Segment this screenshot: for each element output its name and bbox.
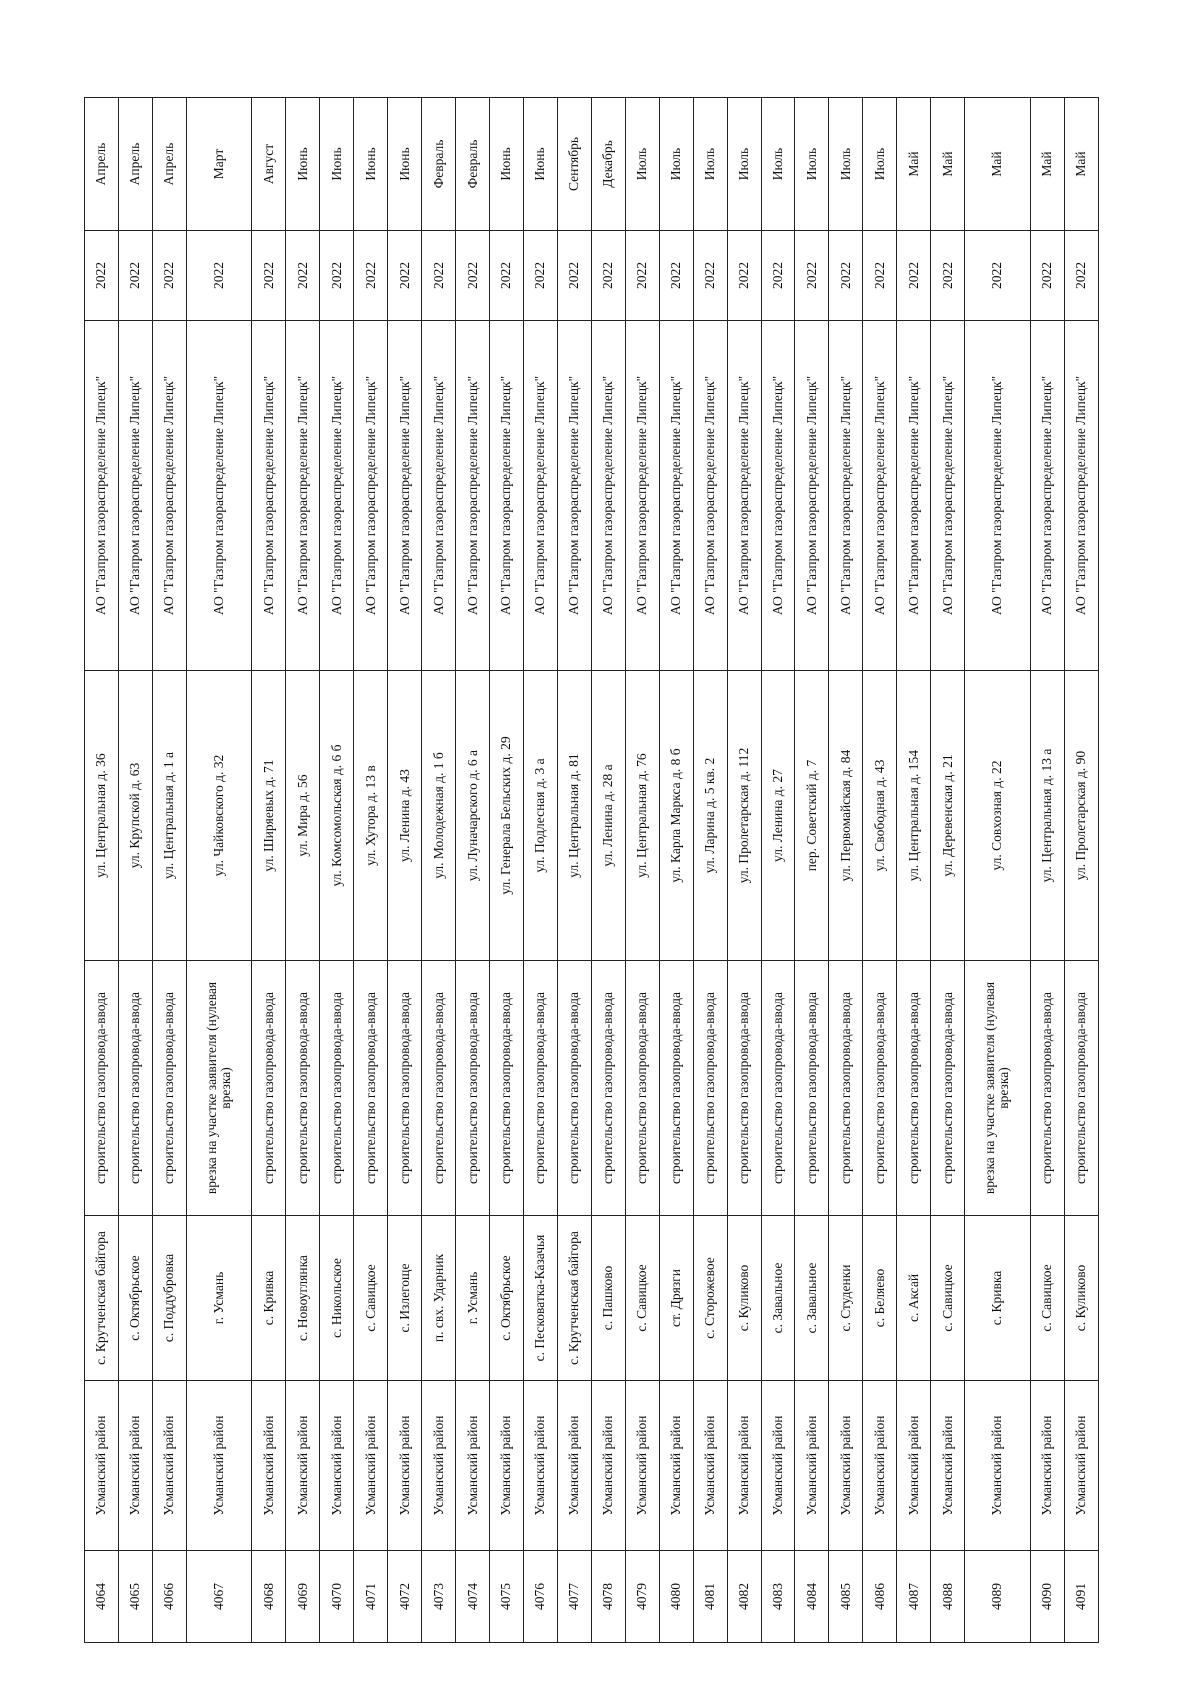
month-cell: Май — [1064, 98, 1098, 231]
year-cell: 2022 — [693, 231, 727, 321]
month-cell: Июль — [863, 98, 897, 231]
district-cell: Усманский район — [863, 1381, 897, 1551]
work-type-cell: строительство газопровода-ввода — [85, 961, 119, 1216]
organization-cell: АО "Газпром газораспределение Липецк" — [795, 321, 829, 671]
work-type-cell: врезка на участке заявителя (нулевая врезка) — [965, 961, 1031, 1216]
month-cell: Июнь — [523, 98, 557, 231]
locality-cell: с. Савицкое — [931, 1216, 965, 1381]
organization-cell: АО "Газпром газораспределение Липецк" — [422, 321, 456, 671]
district-cell: Усманский район — [625, 1381, 659, 1551]
organization-cell: АО "Газпром газораспределение Липецк" — [354, 321, 388, 671]
district-cell: Усманский район — [727, 1381, 761, 1551]
row-number-cell: 4081 — [693, 1551, 727, 1643]
district-cell: Усманский район — [354, 1381, 388, 1551]
work-type-cell: строительство газопровода-ввода — [422, 961, 456, 1216]
address-cell: ул. Хутора д. 13 в — [354, 671, 388, 961]
row-number-cell: 4080 — [659, 1551, 693, 1643]
address-cell: ул. Совхозная д. 22 — [965, 671, 1031, 961]
row-number-cell: 4086 — [863, 1551, 897, 1643]
table-row — [659, 98, 693, 1643]
row-number-cell: 4071 — [354, 1551, 388, 1643]
organization-cell: АО "Газпром газораспределение Липецк" — [320, 321, 354, 671]
work-type-cell: строительство газопровода-ввода — [795, 961, 829, 1216]
month-cell: Апрель — [152, 98, 186, 231]
district-cell: Усманский район — [1064, 1381, 1098, 1551]
organization-cell: АО "Газпром газораспределение Липецк" — [727, 321, 761, 671]
address-cell: ул. Карла Маркса д. 8 б — [659, 671, 693, 961]
month-cell: Август — [252, 98, 286, 231]
month-cell: Апрель — [118, 98, 152, 231]
work-type-cell: строительство газопровода-ввода — [897, 961, 931, 1216]
work-type-cell: строительство газопровода-ввода — [286, 961, 320, 1216]
district-cell: Усманский район — [795, 1381, 829, 1551]
work-type-cell: строительство газопровода-ввода — [456, 961, 490, 1216]
locality-cell: с. Аксай — [897, 1216, 931, 1381]
table-row — [85, 98, 119, 1643]
organization-cell: АО "Газпром газораспределение Липецк" — [118, 321, 152, 671]
organization-cell: АО "Газпром газораспределение Липецк" — [388, 321, 422, 671]
year-cell: 2022 — [523, 231, 557, 321]
district-cell: Усманский район — [186, 1381, 252, 1551]
month-cell: Февраль — [422, 98, 456, 231]
month-cell: Декабрь — [591, 98, 625, 231]
table-row — [795, 98, 829, 1643]
month-cell: Июль — [727, 98, 761, 231]
address-cell: ул. Свободная д. 43 — [863, 671, 897, 961]
row-number-cell: 4069 — [286, 1551, 320, 1643]
locality-cell: с. Новоуглянка — [286, 1216, 320, 1381]
district-cell: Усманский район — [965, 1381, 1031, 1551]
address-cell: ул. Луначарского д. 6 а — [456, 671, 490, 961]
work-type-cell: строительство газопровода-ввода — [490, 961, 524, 1216]
address-cell: ул. Мира д. 56 — [286, 671, 320, 961]
year-cell: 2022 — [422, 231, 456, 321]
table-row — [152, 98, 186, 1643]
organization-cell: АО "Газпром газораспределение Липецк" — [659, 321, 693, 671]
address-cell: ул. Центральная д. 36 — [85, 671, 119, 961]
organization-cell: АО "Газпром газораспределение Липецк" — [625, 321, 659, 671]
row-number-cell: 4089 — [965, 1551, 1031, 1643]
district-cell: Усманский район — [523, 1381, 557, 1551]
work-type-cell: строительство газопровода-ввода — [591, 961, 625, 1216]
address-cell: пер. Советский д. 7 — [795, 671, 829, 961]
row-number-cell: 4079 — [625, 1551, 659, 1643]
address-cell: ул. Первомайская д. 84 — [829, 671, 863, 961]
table-row — [252, 98, 286, 1643]
month-cell: Февраль — [456, 98, 490, 231]
locality-cell: с. Октябрьское — [118, 1216, 152, 1381]
district-cell: Усманский район — [118, 1381, 152, 1551]
row-number-cell: 4070 — [320, 1551, 354, 1643]
month-cell: Май — [897, 98, 931, 231]
address-cell: ул. Генерала Бельских д. 29 — [490, 671, 524, 961]
year-cell: 2022 — [490, 231, 524, 321]
year-cell: 2022 — [625, 231, 659, 321]
organization-cell: АО "Газпром газораспределение Липецк" — [523, 321, 557, 671]
table-row — [693, 98, 727, 1643]
locality-cell: п. свх. Ударник — [422, 1216, 456, 1381]
row-number-cell: 4075 — [490, 1551, 524, 1643]
address-cell: ул. Ларина д. 5 кв. 2 — [693, 671, 727, 961]
row-number-cell: 4087 — [897, 1551, 931, 1643]
organization-cell: АО "Газпром газораспределение Липецк" — [761, 321, 795, 671]
locality-cell: ст. Дрязги — [659, 1216, 693, 1381]
row-number-cell: 4068 — [252, 1551, 286, 1643]
year-cell: 2022 — [659, 231, 693, 321]
locality-cell: с. Студенки — [829, 1216, 863, 1381]
work-type-cell: строительство газопровода-ввода — [118, 961, 152, 1216]
year-cell: 2022 — [795, 231, 829, 321]
organization-cell: АО "Газпром газораспределение Липецк" — [152, 321, 186, 671]
organization-cell: АО "Газпром газораспределение Липецк" — [863, 321, 897, 671]
row-number-cell: 4065 — [118, 1551, 152, 1643]
work-type-cell: строительство газопровода-ввода — [659, 961, 693, 1216]
month-cell: Июнь — [320, 98, 354, 231]
row-number-cell: 4084 — [795, 1551, 829, 1643]
district-cell: Усманский район — [490, 1381, 524, 1551]
table-row — [625, 98, 659, 1643]
locality-cell: с. Куликово — [1064, 1216, 1098, 1381]
locality-cell: с. Кривка — [252, 1216, 286, 1381]
organization-cell: АО "Газпром газораспределение Липецк" — [456, 321, 490, 671]
table-row — [1030, 98, 1064, 1643]
year-cell: 2022 — [931, 231, 965, 321]
row-number-cell: 4083 — [761, 1551, 795, 1643]
locality-cell: с. Кривка — [965, 1216, 1031, 1381]
locality-cell: с. Савицкое — [625, 1216, 659, 1381]
row-number-cell: 4066 — [152, 1551, 186, 1643]
table-row — [118, 98, 152, 1643]
district-cell: Усманский район — [829, 1381, 863, 1551]
district-cell: Усманский район — [557, 1381, 591, 1551]
organization-cell: АО "Газпром газораспределение Липецк" — [693, 321, 727, 671]
locality-cell: г. Усмань — [456, 1216, 490, 1381]
year-cell: 2022 — [761, 231, 795, 321]
year-cell: 2022 — [829, 231, 863, 321]
gas-connection-table — [84, 97, 1099, 1643]
organization-cell: АО "Газпром газораспределение Липецк" — [931, 321, 965, 671]
month-cell: Сентябрь — [557, 98, 591, 231]
table-row — [591, 98, 625, 1643]
organization-cell: АО "Газпром газораспределение Липецк" — [85, 321, 119, 671]
table-row — [557, 98, 591, 1643]
district-cell: Усманский район — [456, 1381, 490, 1551]
year-cell: 2022 — [354, 231, 388, 321]
organization-cell: АО "Газпром газораспределение Липецк" — [897, 321, 931, 671]
work-type-cell: строительство газопровода-ввода — [557, 961, 591, 1216]
month-cell: Июль — [829, 98, 863, 231]
work-type-cell: строительство газопровода-ввода — [1030, 961, 1064, 1216]
year-cell: 2022 — [863, 231, 897, 321]
locality-cell: с. Крутченская байгора — [85, 1216, 119, 1381]
locality-cell: с. Песковатка-Казачья — [523, 1216, 557, 1381]
row-number-cell: 4064 — [85, 1551, 119, 1643]
table-row — [897, 98, 931, 1643]
address-cell: ул. Ширяевых д. 71 — [252, 671, 286, 961]
table-row — [186, 98, 252, 1643]
year-cell: 2022 — [965, 231, 1031, 321]
locality-cell: с. Куликово — [727, 1216, 761, 1381]
work-type-cell: строительство газопровода-ввода — [320, 961, 354, 1216]
organization-cell: АО "Газпром газораспределение Липецк" — [1064, 321, 1098, 671]
address-cell: ул. Ленина д. 28 а — [591, 671, 625, 961]
district-cell: Усманский район — [1030, 1381, 1064, 1551]
row-number-cell: 4072 — [388, 1551, 422, 1643]
district-cell: Усманский район — [693, 1381, 727, 1551]
organization-cell: АО "Газпром газораспределение Липецк" — [829, 321, 863, 671]
district-cell: Усманский район — [659, 1381, 693, 1551]
locality-cell: с. Завальное — [761, 1216, 795, 1381]
month-cell: Июнь — [286, 98, 320, 231]
organization-cell: АО "Газпром газораспределение Липецк" — [1030, 321, 1064, 671]
district-cell: Усманский район — [931, 1381, 965, 1551]
organization-cell: АО "Газпром газораспределение Липецк" — [490, 321, 524, 671]
locality-cell: с. Савицкое — [354, 1216, 388, 1381]
address-cell: ул. Ленина д. 43 — [388, 671, 422, 961]
organization-cell: АО "Газпром газораспределение Липецк" — [557, 321, 591, 671]
year-cell: 2022 — [186, 231, 252, 321]
month-cell: Май — [1030, 98, 1064, 231]
locality-cell: с. Беляево — [863, 1216, 897, 1381]
row-number-cell: 4082 — [727, 1551, 761, 1643]
month-cell: Апрель — [85, 98, 119, 231]
year-cell: 2022 — [118, 231, 152, 321]
table-row — [523, 98, 557, 1643]
address-cell: ул. Чайковского д. 32 — [186, 671, 252, 961]
work-type-cell: строительство газопровода-ввода — [1064, 961, 1098, 1216]
table-row — [965, 98, 1031, 1643]
year-cell: 2022 — [152, 231, 186, 321]
month-cell: Июль — [795, 98, 829, 231]
row-number-cell: 4076 — [523, 1551, 557, 1643]
district-cell: Усманский район — [286, 1381, 320, 1551]
table-row — [320, 98, 354, 1643]
row-number-cell: 4073 — [422, 1551, 456, 1643]
work-type-cell: строительство газопровода-ввода — [761, 961, 795, 1216]
address-cell: ул. Центральная д. 76 — [625, 671, 659, 961]
address-cell: ул. Центральная д. 154 — [897, 671, 931, 961]
year-cell: 2022 — [1030, 231, 1064, 321]
district-cell: Усманский район — [320, 1381, 354, 1551]
year-cell: 2022 — [1064, 231, 1098, 321]
locality-cell: с. Поддубровка — [152, 1216, 186, 1381]
locality-cell: с. Никольское — [320, 1216, 354, 1381]
table-row — [931, 98, 965, 1643]
locality-cell: с. Излегоще — [388, 1216, 422, 1381]
row-number-cell: 4078 — [591, 1551, 625, 1643]
address-cell: ул. Подлесная д. 3 а — [523, 671, 557, 961]
address-cell: ул. Ленина д. 27 — [761, 671, 795, 961]
year-cell: 2022 — [252, 231, 286, 321]
month-cell: Июль — [659, 98, 693, 231]
district-cell: Усманский район — [591, 1381, 625, 1551]
table-row — [286, 98, 320, 1643]
address-cell: ул. Деревенская д. 21 — [931, 671, 965, 961]
address-cell: ул. Пролетарская д. 90 — [1064, 671, 1098, 961]
month-cell: Июль — [761, 98, 795, 231]
work-type-cell: строительство газопровода-ввода — [388, 961, 422, 1216]
work-type-cell: строительство газопровода-ввода — [693, 961, 727, 1216]
address-cell: ул. Крупской д. 63 — [118, 671, 152, 961]
month-cell: Июнь — [388, 98, 422, 231]
month-cell: Май — [965, 98, 1031, 231]
organization-cell: АО "Газпром газораспределение Липецк" — [965, 321, 1031, 671]
year-cell: 2022 — [456, 231, 490, 321]
work-type-cell: строительство газопровода-ввода — [252, 961, 286, 1216]
month-cell: Март — [186, 98, 252, 231]
table-row — [354, 98, 388, 1643]
row-number-cell: 4067 — [186, 1551, 252, 1643]
year-cell: 2022 — [557, 231, 591, 321]
address-cell: ул. Молодежная д. 1 б — [422, 671, 456, 961]
table-row — [490, 98, 524, 1643]
table-row — [727, 98, 761, 1643]
year-cell: 2022 — [727, 231, 761, 321]
month-cell: Июль — [693, 98, 727, 231]
district-cell: Усманский район — [388, 1381, 422, 1551]
address-cell: ул. Пролетарская д. 112 — [727, 671, 761, 961]
district-cell: Усманский район — [761, 1381, 795, 1551]
month-cell: Май — [931, 98, 965, 231]
district-cell: Усманский район — [422, 1381, 456, 1551]
table-row — [456, 98, 490, 1643]
month-cell: Июнь — [354, 98, 388, 231]
year-cell: 2022 — [85, 231, 119, 321]
work-type-cell: строительство газопровода-ввода — [863, 961, 897, 1216]
rotated-table-wrapper — [84, 98, 1099, 1643]
work-type-cell: строительство газопровода-ввода — [727, 961, 761, 1216]
year-cell: 2022 — [388, 231, 422, 321]
organization-cell: АО "Газпром газораспределение Липецк" — [252, 321, 286, 671]
month-cell: Июнь — [490, 98, 524, 231]
year-cell: 2022 — [320, 231, 354, 321]
organization-cell: АО "Газпром газораспределение Липецк" — [591, 321, 625, 671]
locality-cell: с. Сторожевое — [693, 1216, 727, 1381]
district-cell: Усманский район — [152, 1381, 186, 1551]
month-cell: Июль — [625, 98, 659, 231]
organization-cell: АО "Газпром газораспределение Липецк" — [186, 321, 252, 671]
district-cell: Усманский район — [897, 1381, 931, 1551]
year-cell: 2022 — [591, 231, 625, 321]
year-cell: 2022 — [897, 231, 931, 321]
work-type-cell: строительство газопровода-ввода — [354, 961, 388, 1216]
work-type-cell: строительство газопровода-ввода — [931, 961, 965, 1216]
row-number-cell: 4085 — [829, 1551, 863, 1643]
address-cell: ул. Центральная д. 13 а — [1030, 671, 1064, 961]
work-type-cell: строительство газопровода-ввода — [829, 961, 863, 1216]
table-row — [863, 98, 897, 1643]
district-cell: Усманский район — [252, 1381, 286, 1551]
table-row — [1064, 98, 1098, 1643]
row-number-cell: 4091 — [1064, 1551, 1098, 1643]
locality-cell: с. Завальное — [795, 1216, 829, 1381]
locality-cell: с. Октябрьское — [490, 1216, 524, 1381]
table-row — [761, 98, 795, 1643]
table-body — [85, 98, 1099, 1643]
row-number-cell: 4077 — [557, 1551, 591, 1643]
organization-cell: АО "Газпром газораспределение Липецк" — [286, 321, 320, 671]
table-row — [829, 98, 863, 1643]
work-type-cell: врезка на участке заявителя (нулевая врезка) — [186, 961, 252, 1216]
locality-cell: г. Усмань — [186, 1216, 252, 1381]
district-cell: Усманский район — [85, 1381, 119, 1551]
row-number-cell: 4074 — [456, 1551, 490, 1643]
year-cell: 2022 — [286, 231, 320, 321]
locality-cell: с. Савицкое — [1030, 1216, 1064, 1381]
locality-cell: с. Пашково — [591, 1216, 625, 1381]
address-cell: ул. Комсомольская д. 6 б — [320, 671, 354, 961]
work-type-cell: строительство газопровода-ввода — [523, 961, 557, 1216]
work-type-cell: строительство газопровода-ввода — [152, 961, 186, 1216]
address-cell: ул. Центральная д. 1 а — [152, 671, 186, 961]
row-number-cell: 4088 — [931, 1551, 965, 1643]
address-cell: ул. Центральная д. 81 — [557, 671, 591, 961]
locality-cell: с. Крутченская байгора — [557, 1216, 591, 1381]
table-row — [388, 98, 422, 1643]
work-type-cell: строительство газопровода-ввода — [625, 961, 659, 1216]
table-row — [422, 98, 456, 1643]
row-number-cell: 4090 — [1030, 1551, 1064, 1643]
